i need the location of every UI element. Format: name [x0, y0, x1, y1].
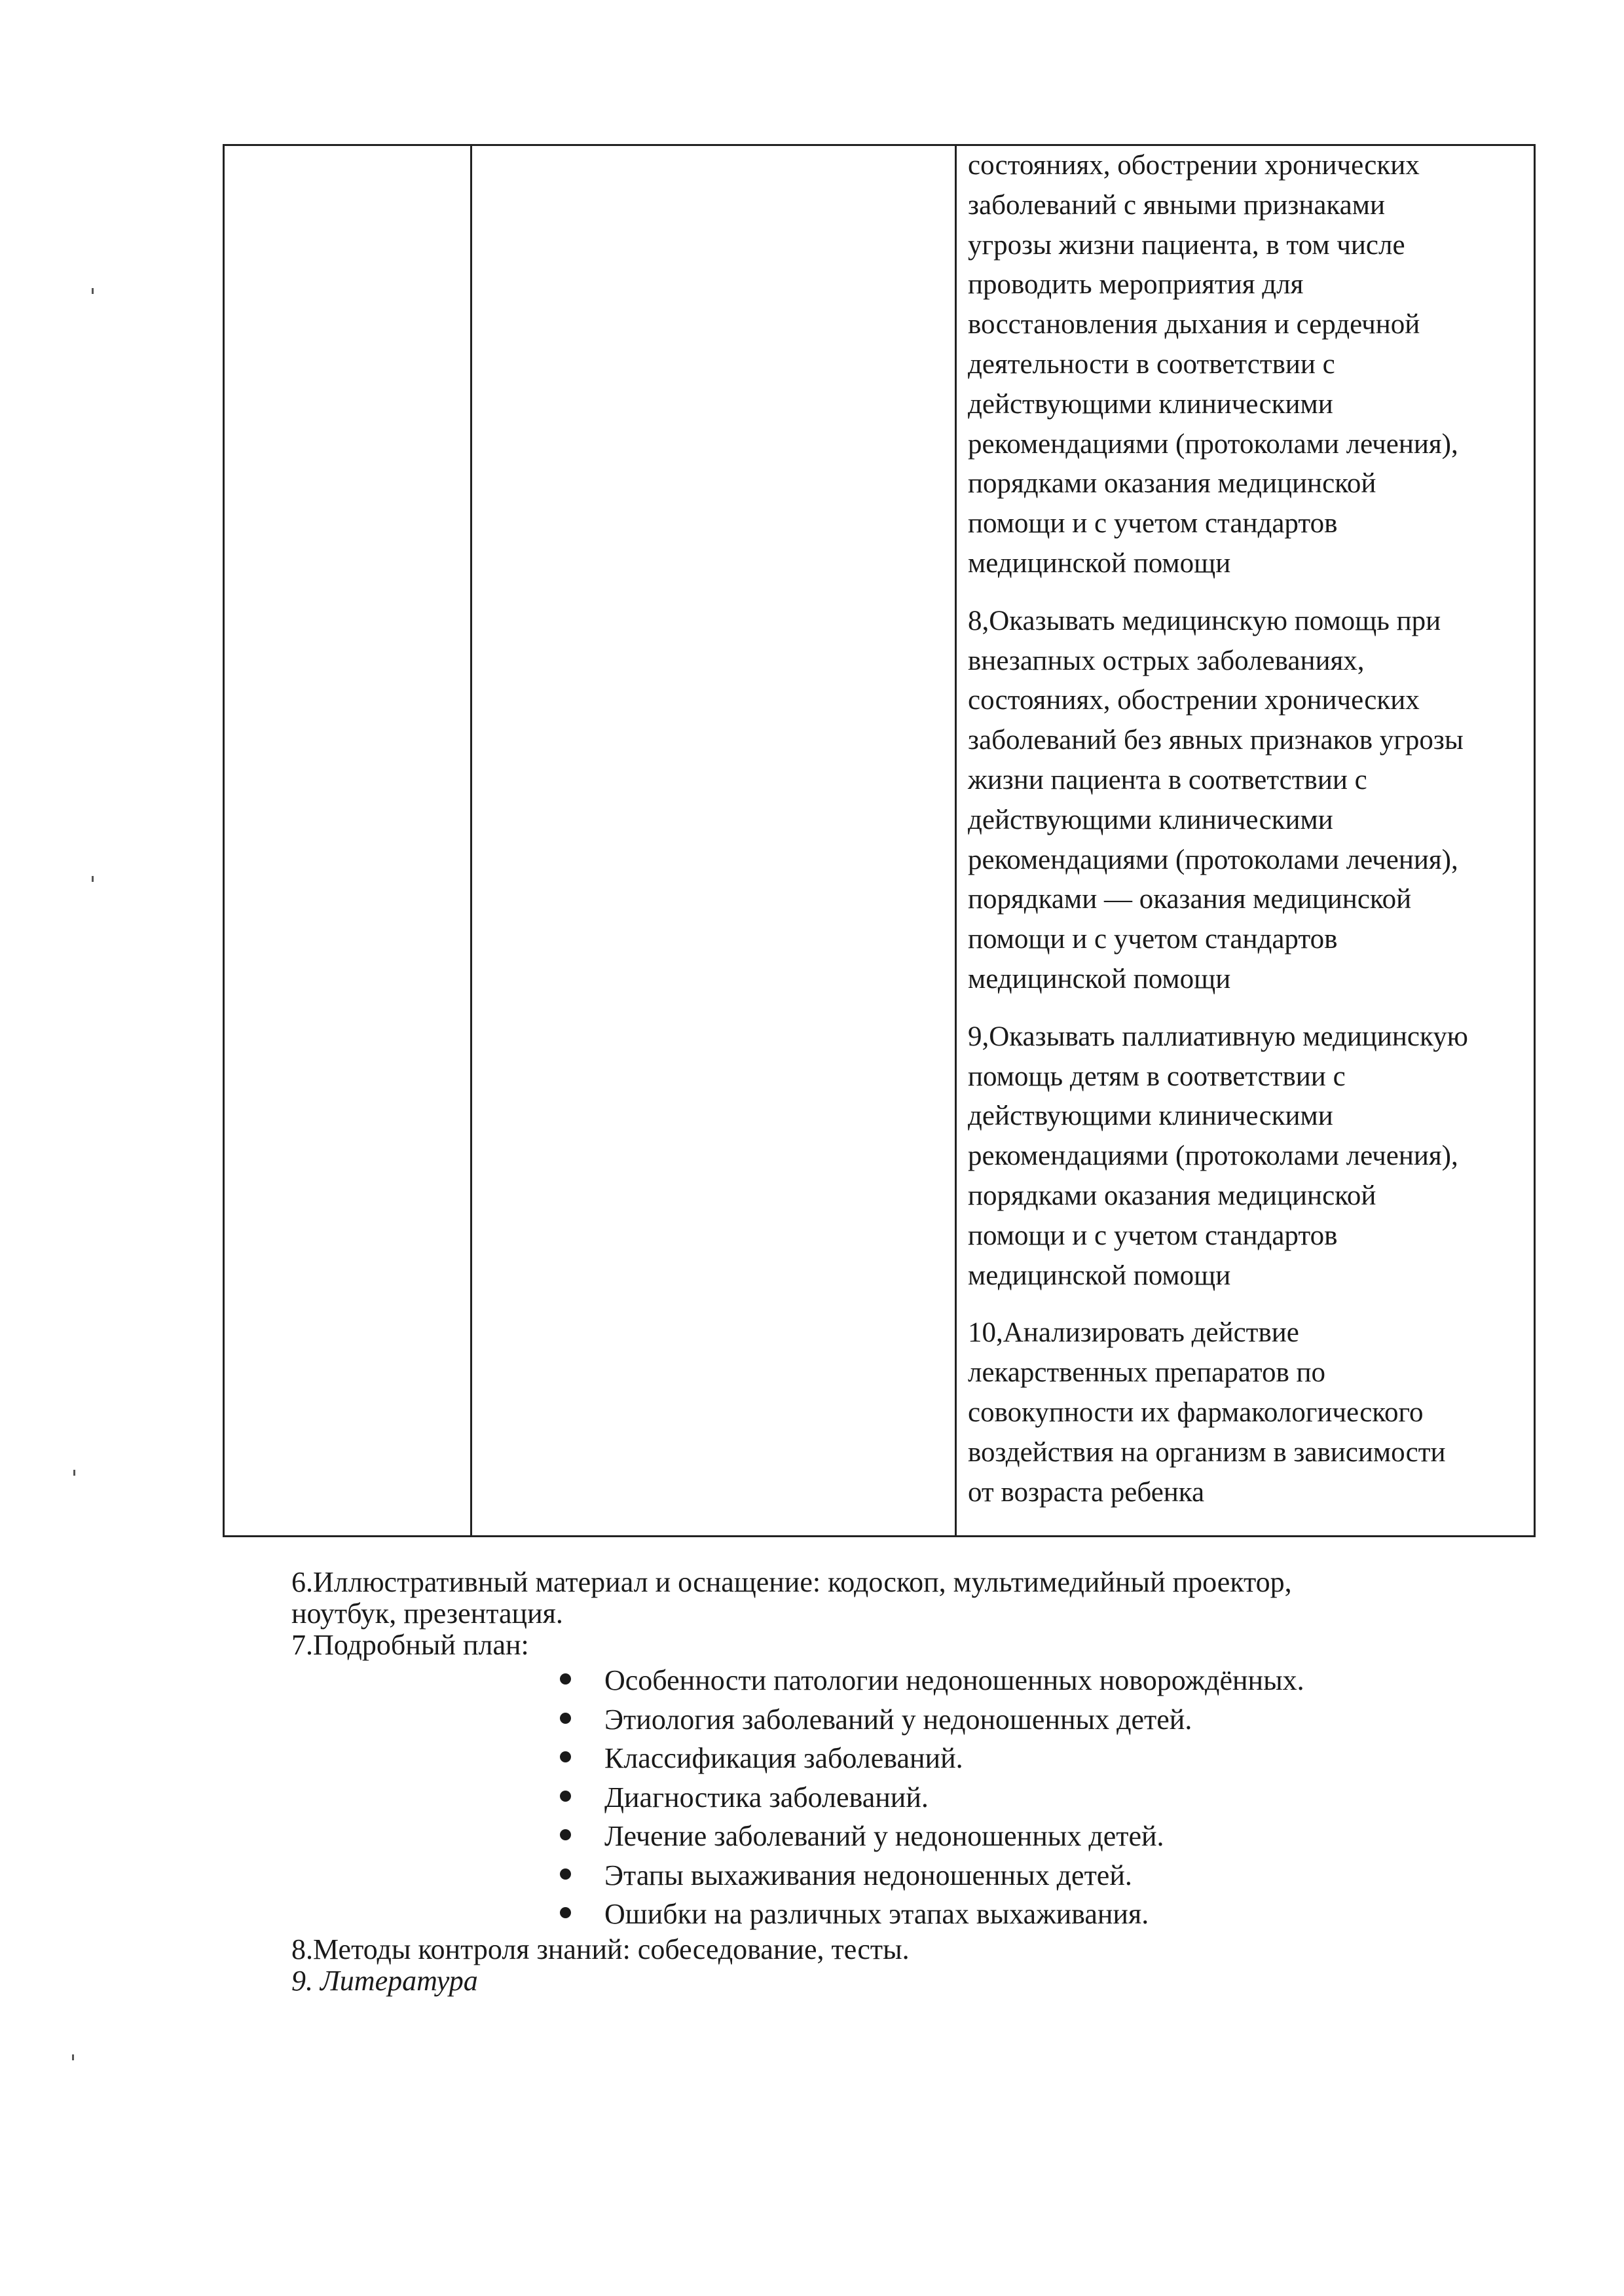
- bullet-icon: [560, 1868, 571, 1880]
- list-item-text: Диагностика заболеваний.: [604, 1781, 929, 1813]
- scan-speck: [92, 288, 94, 294]
- bullet-icon: [560, 1713, 571, 1724]
- table-column-competencies: [968, 146, 1515, 1512]
- bullet-icon: [560, 1907, 571, 1918]
- list-item: [560, 1778, 1536, 1817]
- scan-speck: [72, 2054, 74, 2060]
- list-item: [560, 1661, 1536, 1700]
- scan-speck: [92, 876, 94, 882]
- list-item-text: Классификация заболеваний.: [604, 1742, 963, 1774]
- competency-item: 8,Оказывать медицинскую помощь при внезапных острых заболеваниях, состояниях, обострении хронических заболеваний без явных признаков угрозы жизни пациента в соответствии с действующими клиническими рекомендациями (протоколами лечения), порядками — оказания медицинской помощи и с учетом стандартов медицинской помощи: [968, 605, 1464, 994]
- list-item: [560, 1856, 1536, 1895]
- bullet-icon: [560, 1673, 571, 1685]
- competency-item: состояниях, обострении хронических заболеваний с явными признаками угрозы жизни пациента, в том числе проводить мероприятия для восстановления дыхания и сердечной деятельности в соответствии с действующими клиническими рекомендациями (протоколами лечения), порядками оказания медицинской помощи и с учетом стандартов медицинской помощи: [968, 150, 1458, 579]
- list-item-text: Ошибки на различных этапах выхаживания.: [604, 1898, 1149, 1930]
- competency-table: [223, 144, 1536, 1537]
- section-6-line-2: ноутбук, презентация.: [291, 1597, 563, 1630]
- bullet-icon: [560, 1791, 571, 1802]
- competency-item: 10,Анализировать действие лекарственных препаратов по совокупности их фармакологического воздействия на организм в зависимости от возраста ребенка: [968, 1317, 1446, 1508]
- section-8-text: 8.Методы контроля знаний: собеседование, тесты.: [291, 1933, 910, 1965]
- list-item-text: Особенности патологии недоношенных новорождённых.: [604, 1664, 1304, 1696]
- list-item: [560, 1700, 1536, 1740]
- bullet-icon: [560, 1751, 571, 1762]
- list-item-text: Этиология заболеваний у недоношенных детей.: [604, 1703, 1192, 1736]
- competency-item: 9,Оказывать паллиативную медицинскую помощь детям в соответствии с действующими клиническими рекомендациями (протоколами лечения), порядками оказания медицинской помощи и с учетом стандартов медицинской помощи: [968, 1021, 1468, 1291]
- section-6-line-1: 6.Иллюстративный материал и оснащение: кодоскоп, мультимедийный проектор,: [291, 1566, 1292, 1598]
- list-item: [560, 1739, 1536, 1778]
- list-item: [560, 1895, 1536, 1934]
- table-column-divider: [955, 146, 957, 1535]
- list-item: [560, 1817, 1536, 1856]
- table-column-divider: [470, 146, 472, 1535]
- lesson-plan-sections: [291, 1567, 1536, 1997]
- scan-speck: [73, 1470, 75, 1476]
- bullet-icon: [560, 1829, 571, 1840]
- detailed-plan-list: [291, 1661, 1536, 1934]
- section-9-heading: 9. Литература: [291, 1964, 478, 1997]
- section-7-heading: 7.Подробный план:: [291, 1629, 529, 1661]
- list-item-text: Лечение заболеваний у недоношенных детей.: [604, 1820, 1164, 1852]
- list-item-text: Этапы выхаживания недоношенных детей.: [604, 1859, 1132, 1891]
